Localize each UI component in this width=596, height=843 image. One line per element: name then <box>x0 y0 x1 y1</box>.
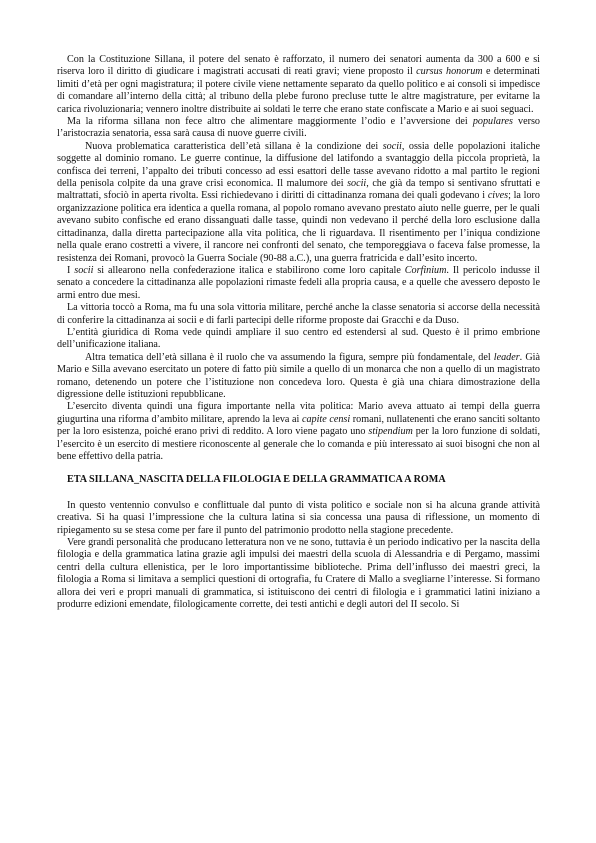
text-run: per la loro funzione di soldati, l’esercito è un esercito di mestiere riconoscente al generale che lo comanda e più interessato ai suoi bisogni che non al bene effettivo della patria. <box>57 426 540 462</box>
text-run: Altra tematica dell’età sillana è il ruolo che va assumendo la figura, sempre più fondamentale, del <box>85 351 494 363</box>
text-run: romani, nullatenenti che erano sanciti soltanto per la loro esistenza, poiché erano privi di reddito. A loro viene pagato uno <box>57 413 540 438</box>
text-run: L’esercito diventa quindi una figura importante nella vita politica: Mario aveva attuato ai tempi della guerra giugurtina una riforma d’ambito militare, aprendo la leva ai <box>57 401 540 425</box>
paragraph <box>57 352 540 402</box>
italic-term: cursus honorum <box>416 66 483 78</box>
section-heading: ETA SILLANA_NASCITA DELLA FILOLOGIA E DELLA GRAMMATICA A ROMA <box>67 474 446 486</box>
italic-term: cives <box>487 190 509 202</box>
italic-term: Corfinium <box>404 264 447 276</box>
text-run: Ma la riforma sillana non fece altro che alimentare maggiormente l’odio e l’avversione dei <box>67 116 473 128</box>
section-philology <box>57 500 540 612</box>
text-run: L’entità giuridica di Roma vede quindi ampliare il suo centro ed estendersi al sud. Questo è il primo embrione dell’unificazione italiana. <box>57 326 540 351</box>
text-run: , che già da tempo si sentivano sfruttati e maltrattati, sfociò in aperta rivolta. Essi richiedevano i diritti di cittadinanza romana dei quali godevano i <box>57 178 540 202</box>
paragraph <box>57 302 540 327</box>
text-run: Nuova problematica caratteristica dell’età sillana è la condizione dei <box>85 140 383 152</box>
text-run: . Il pericolo indusse il senato a concedere la cittadinanza alle popolazioni rimaste fedeli alla propria causa, e a quelle che avessero deposto le armi entro due mesi. <box>57 264 540 301</box>
italic-term: socii <box>382 140 402 152</box>
italic-term: socii <box>74 264 94 276</box>
italic-term: stipendium <box>368 426 413 438</box>
paragraph <box>57 54 540 116</box>
text-run: I <box>67 264 75 276</box>
paragraph <box>57 401 540 463</box>
text-run: , ossia delle popolazioni italiche soggette al dominio romano. Le guerre continue, la diffusione del latifondo a svantaggio della piccola proprietà, la confisca dei terreni, l’appalto dei tributi concesso ad essi esattori delle tasse avevano ridotto a mal partito le regioni della penisola colpite da una grave crisi economica. Il malumore dei <box>57 140 540 190</box>
italic-term: socii <box>347 178 367 190</box>
italic-term: capite censi <box>301 413 351 425</box>
paragraph <box>57 537 540 611</box>
italic-term: populares <box>472 116 513 128</box>
text-run: In questo ventennio convulso e conflittuale dal punto di vista politico e sociale non si ha alcuna grande attività creativa. Si ha quasi l’impressione che la cultura latina si sia concessa una pausa di riflessione, un momento di ripiegamento su se stesa come per fare il punto del patrimonio prodotto nella stagione precedente. <box>57 499 540 536</box>
text-run: Con la Costituzione Sillana, il potere del senato è rafforzato, il numero dei senatori aumenta da 300 a 600 e si riserva loro il diritto di giudicare i magistrati accusati di reati gravi; viene proposto il <box>57 54 540 78</box>
paragraph <box>57 500 540 537</box>
italic-term: leader <box>493 351 520 363</box>
text-run: . Già Mario e Silla avevano esercitato un potere di fatto più simile a quello di un monarca che non a quello di un magistrato romano, detenendo un potere che l’istituzione non concedeva loro. Questa è già una chiara dimostrazione della digressione delle istituzioni repubblicane. <box>57 351 540 400</box>
text-run: e determinati limiti d’età per ogni magistratura; il potere civile viene nettamente separato da quello politico e ai consoli si impedisce di comandare all’interno della città; al tribuno della plebe furono precluse tutte le altre magistrature, per evitarne la carica rivoluzionaria; vennero inoltre distribuite ai soldati le terre che erano state confiscate a Mario e ai suoi seguaci. <box>57 66 540 115</box>
text-run: si allearono nella confederazione italica e stabilirono come loro capitale <box>93 264 405 276</box>
section-politics <box>57 54 540 463</box>
text-run: ; la loro organizzazione politica era identica a quella romana, al popolo romano avevano prestato aiuto nelle guerre, per le quali avevano subito confische ed erano dissanguati dalle tasse, quindi non vedevano il perché della loro esclusione dalla cittadinanza, dalla diretta partecipazione alla vita politica, che li riguardava. Il risentimento per l’iniqua condizione nella quale erano costretti a vivere, il rancore nei confronti del senato, che temporeggiava o faceva false promesse, la resistenza dei Romani, provocò la Guerra Sociale (90-88 a.C.), una guerra fratricida e dall’esito incerto. <box>57 190 540 264</box>
paragraph <box>57 327 540 352</box>
paragraph <box>57 141 540 265</box>
paragraph <box>57 265 540 302</box>
text-run: Vere grandi personalità che producano letteratura non ve ne sono, tuttavia è un periodo indicativo per la nascita della filologia e della grammatica latina grazie agli impulsi dei maestri della scuola di Alessandria e di Pergamo, massimi centri della cultura ellenistica, per le loro importantissime biblioteche. Prima dell’influsso dei maestri greci, la filologia a Roma si limitava a semplici questioni di ortografia, fu Cratere di Mallo a svegliarne l’interesse. Si formano allora dei veri e propri manuali di grammatica, si istituiscono dei centri di filologia e i grammatici latini iniziano a produrre edizioni emendate, filologicamente corrette, dei testi antichi e degli autori del II secolo. Si <box>57 537 540 611</box>
text-run: verso l’aristocrazia senatoria, essa sarà causa di nuove guerre civili. <box>57 116 540 140</box>
text-run: La vittoria toccò a Roma, ma fu una sola vittoria militare, perché anche la classe senatoria si accorse della necessità di conferire la cittadinanza ai socii e di farli partecipi delle riforme proposte dai Gracchi e da Duso. <box>57 302 540 326</box>
paragraph <box>57 116 540 141</box>
